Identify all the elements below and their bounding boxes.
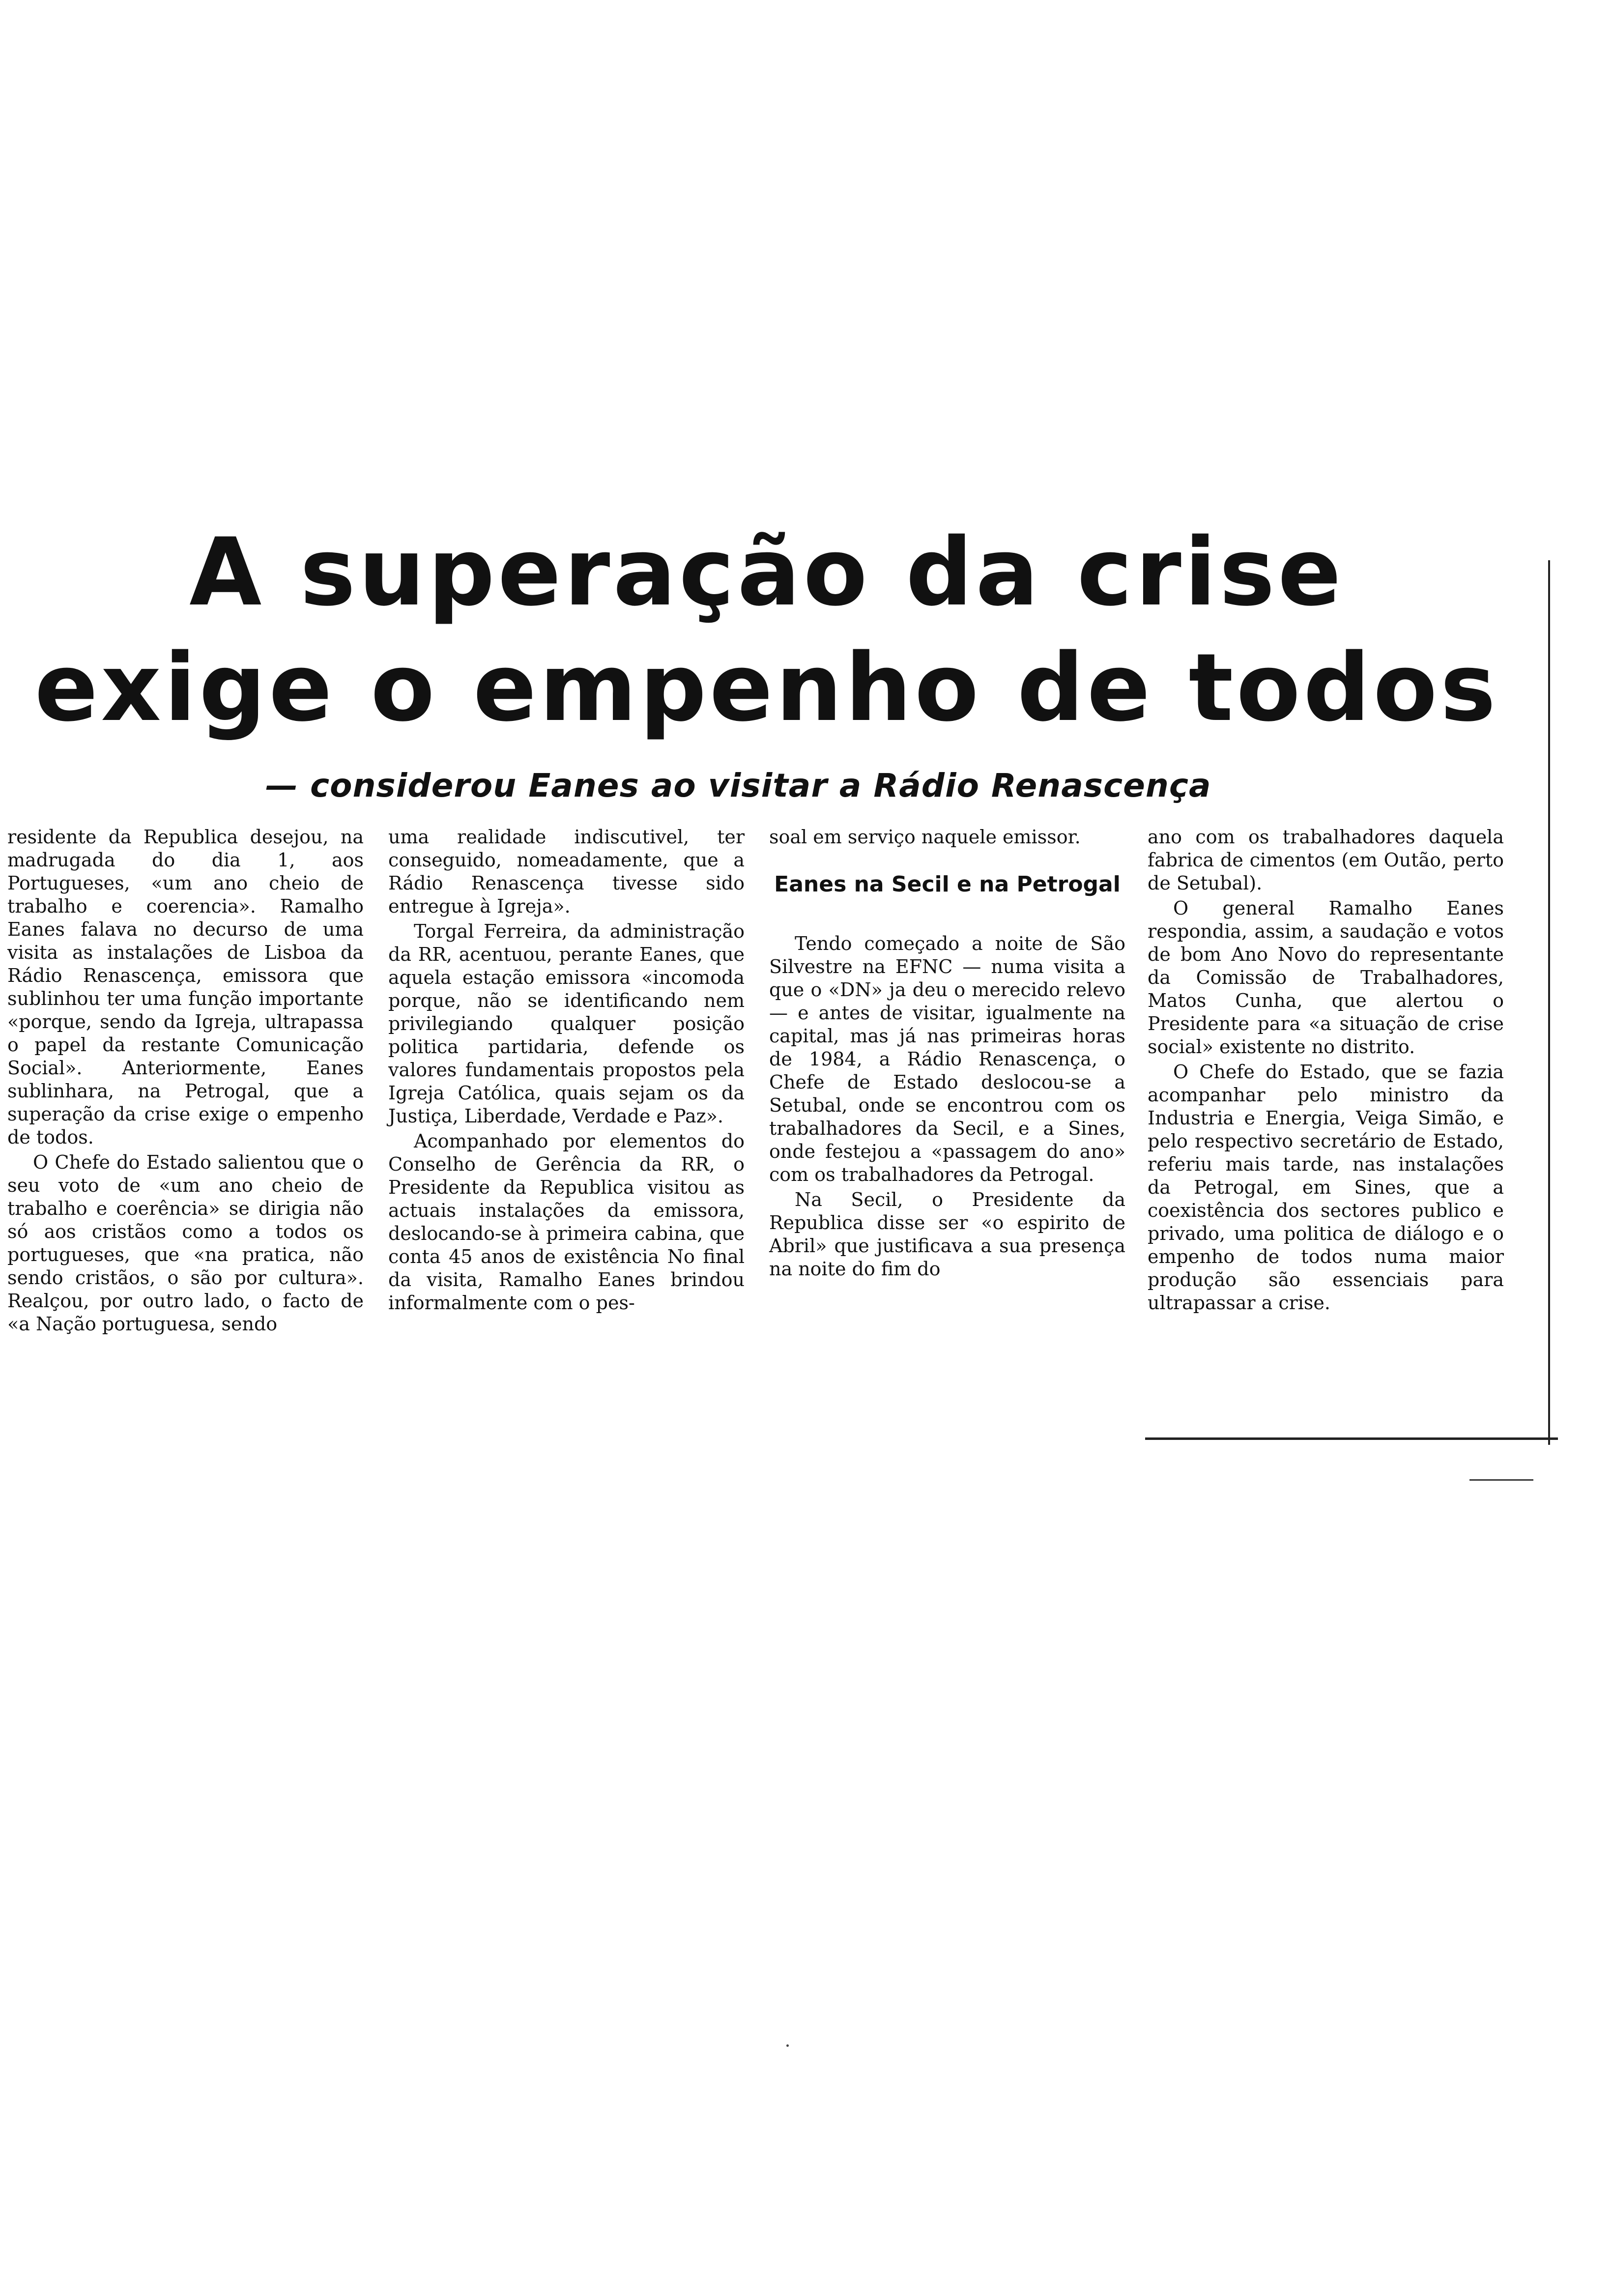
article-column-4 [1148,826,1504,1317]
paragraph: soal em serviço naquele emissor. [769,826,1081,848]
paragraph: residente da Republica desejou, na madrugada do dia 1, aos Portugueses, «um ano cheio de trabalho e coerencia». Ramalho Eanes falava no decurso de uma visita as instalações de Lisboa da Rádio Renascença, emissora que sublinhou ter uma função importante «porque, sendo da Igreja, ultrapassa o papel da restante Comunicação Social». Anteriormente, Eanes sublinhara, na Petrogal, que a superação da crise exige o empenho de todos. [7,826,364,1148]
article-column-1 [7,826,364,1338]
article-column-2 [388,826,745,1317]
paragraph: O general Ramalho Eanes respondia, assim, a saudação e votos de bom Ano Novo do representante da Comissão de Trabalhadores, Matos Cunha, que alertou o Presidente para «a situação de crise social» existente no distrito. [1148,897,1504,1058]
paragraph: O Chefe do Estado salientou que o seu voto de «um ano cheio de trabalho e coerência» se dirigia não só aos cristãos como a todos os portugueses, que «na pratica, não sendo cristãos, o são por cultura». Realçou, por outro lado, o facto de «a Nação portuguesa, sendo [7,1151,364,1335]
article-column-3 [769,826,1125,1283]
paragraph: Torgal Ferreira, da administração da RR, acentuou, perante Eanes, que aquela estação emissora «incomoda porque, não se identificando nem privilegiando qualquer posição politica partidaria, defende os valores fundamentais propostos pela Igreja Católica, quais sejam os da Justiça, Liberdade, Verdade e Paz». [388,920,745,1127]
paragraph: ano com os trabalhadores daquela fabrica de cimentos (em Outão, perto de Setubal). [1148,826,1504,894]
scan-speck [786,2044,789,2047]
subheadline: — considerou Eanes ao visitar a Rádio Renascença [265,767,1211,804]
paragraph: Tendo começado a noite de São Silvestre na EFNC — numa visita a que o «DN» ja deu o merecido relevo— e antes de visitar, igualmente na capital, mas já nas primeiras horas de 1984, a Rádio Renascença, o Chefe de Estado deslocou-se a Setubal, onde se encontrou com os trabalhadores da Secil, e a Sines, onde festejou a «passagem do ano» com os trabalhadores da Petrogal. [769,933,1125,1185]
headline-line-1: A superação da crise [189,518,1344,627]
vertical-rule [1548,560,1550,1445]
section-heading: Eanes na Secil e na Petrogal [774,872,1121,897]
paragraph: O Chefe do Estado, que se fazia acompanhar pelo ministro da Industria e Energia, Veiga Simão, e pelo respectivo secretário de Estado, referiu mais tarde, nas instalações da Petrogal, em Sines, que a coexistência dos sectores publico e privado, uma politica de diálogo e o empenho de todos numa maior produção são essenciais para ultrapassar a crise. [1148,1061,1504,1314]
paragraph: Acompanhado por elementos do Conselho de Gerência da RR, o Presidente da Republica visitou as actuais instalações da emissora, deslocando-se à primeira cabina, que conta 45 anos de existência No final da visita, Ramalho Eanes brindou informalmente com o pes- [388,1130,745,1314]
paragraph: Na Secil, o Presidente da Republica disse ser «o espirito de Abril» que justificava a sua presença na noite do fim do [769,1189,1125,1280]
paragraph: uma realidade indiscutivel, ter conseguido, nomeadamente, que a Rádio Renascença tivesse sido entregue à Igreja». [388,826,745,917]
headline-line-2: exige o empenho de todos [34,633,1499,742]
horizontal-rule [1145,1437,1558,1440]
short-rule [1469,1479,1533,1481]
